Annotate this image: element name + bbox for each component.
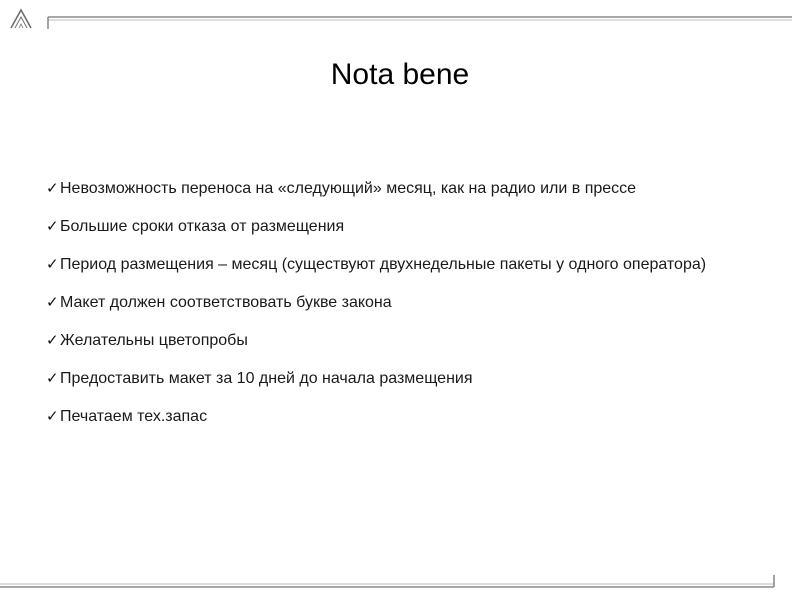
checkmark-icon: ✓ (46, 294, 59, 311)
checkmark-icon: ✓ (46, 256, 59, 273)
stylized-a-logo-icon (9, 8, 35, 30)
list-item-text: Невозможность переноса на «следующий» месяц, как на радио или в прессе (60, 180, 637, 197)
checkmark-icon: ✓ (46, 218, 59, 235)
list-item (46, 208, 746, 246)
list-item (46, 246, 746, 284)
bullet-list (46, 170, 746, 436)
list-item (46, 398, 746, 436)
top-decorative-rule (44, 14, 792, 30)
checkmark-icon: ✓ (46, 332, 59, 349)
list-item-text: Период размещения – месяц (существуют двухнедельные пакеты у одного оператора) (60, 256, 707, 273)
list-item (46, 322, 746, 360)
bottom-decorative-rule (0, 574, 778, 590)
checkmark-icon: ✓ (46, 370, 59, 387)
list-item-text: Большие сроки отказа от размещения (60, 218, 345, 235)
list-item-text: Макет должен соответствовать букве закона (60, 294, 392, 311)
list-item (46, 360, 746, 398)
list-item (46, 284, 746, 322)
list-item-text: Предоставить макет за 10 дней до начала размещения (60, 370, 473, 387)
checkmark-icon: ✓ (46, 408, 59, 425)
list-item-text: Печатаем тех.запас (60, 408, 208, 425)
checkmark-icon: ✓ (46, 180, 59, 197)
slide-title: Nota bene (330, 58, 470, 91)
list-item-text: Желательны цветопробы (60, 332, 248, 349)
list-item (46, 170, 746, 208)
